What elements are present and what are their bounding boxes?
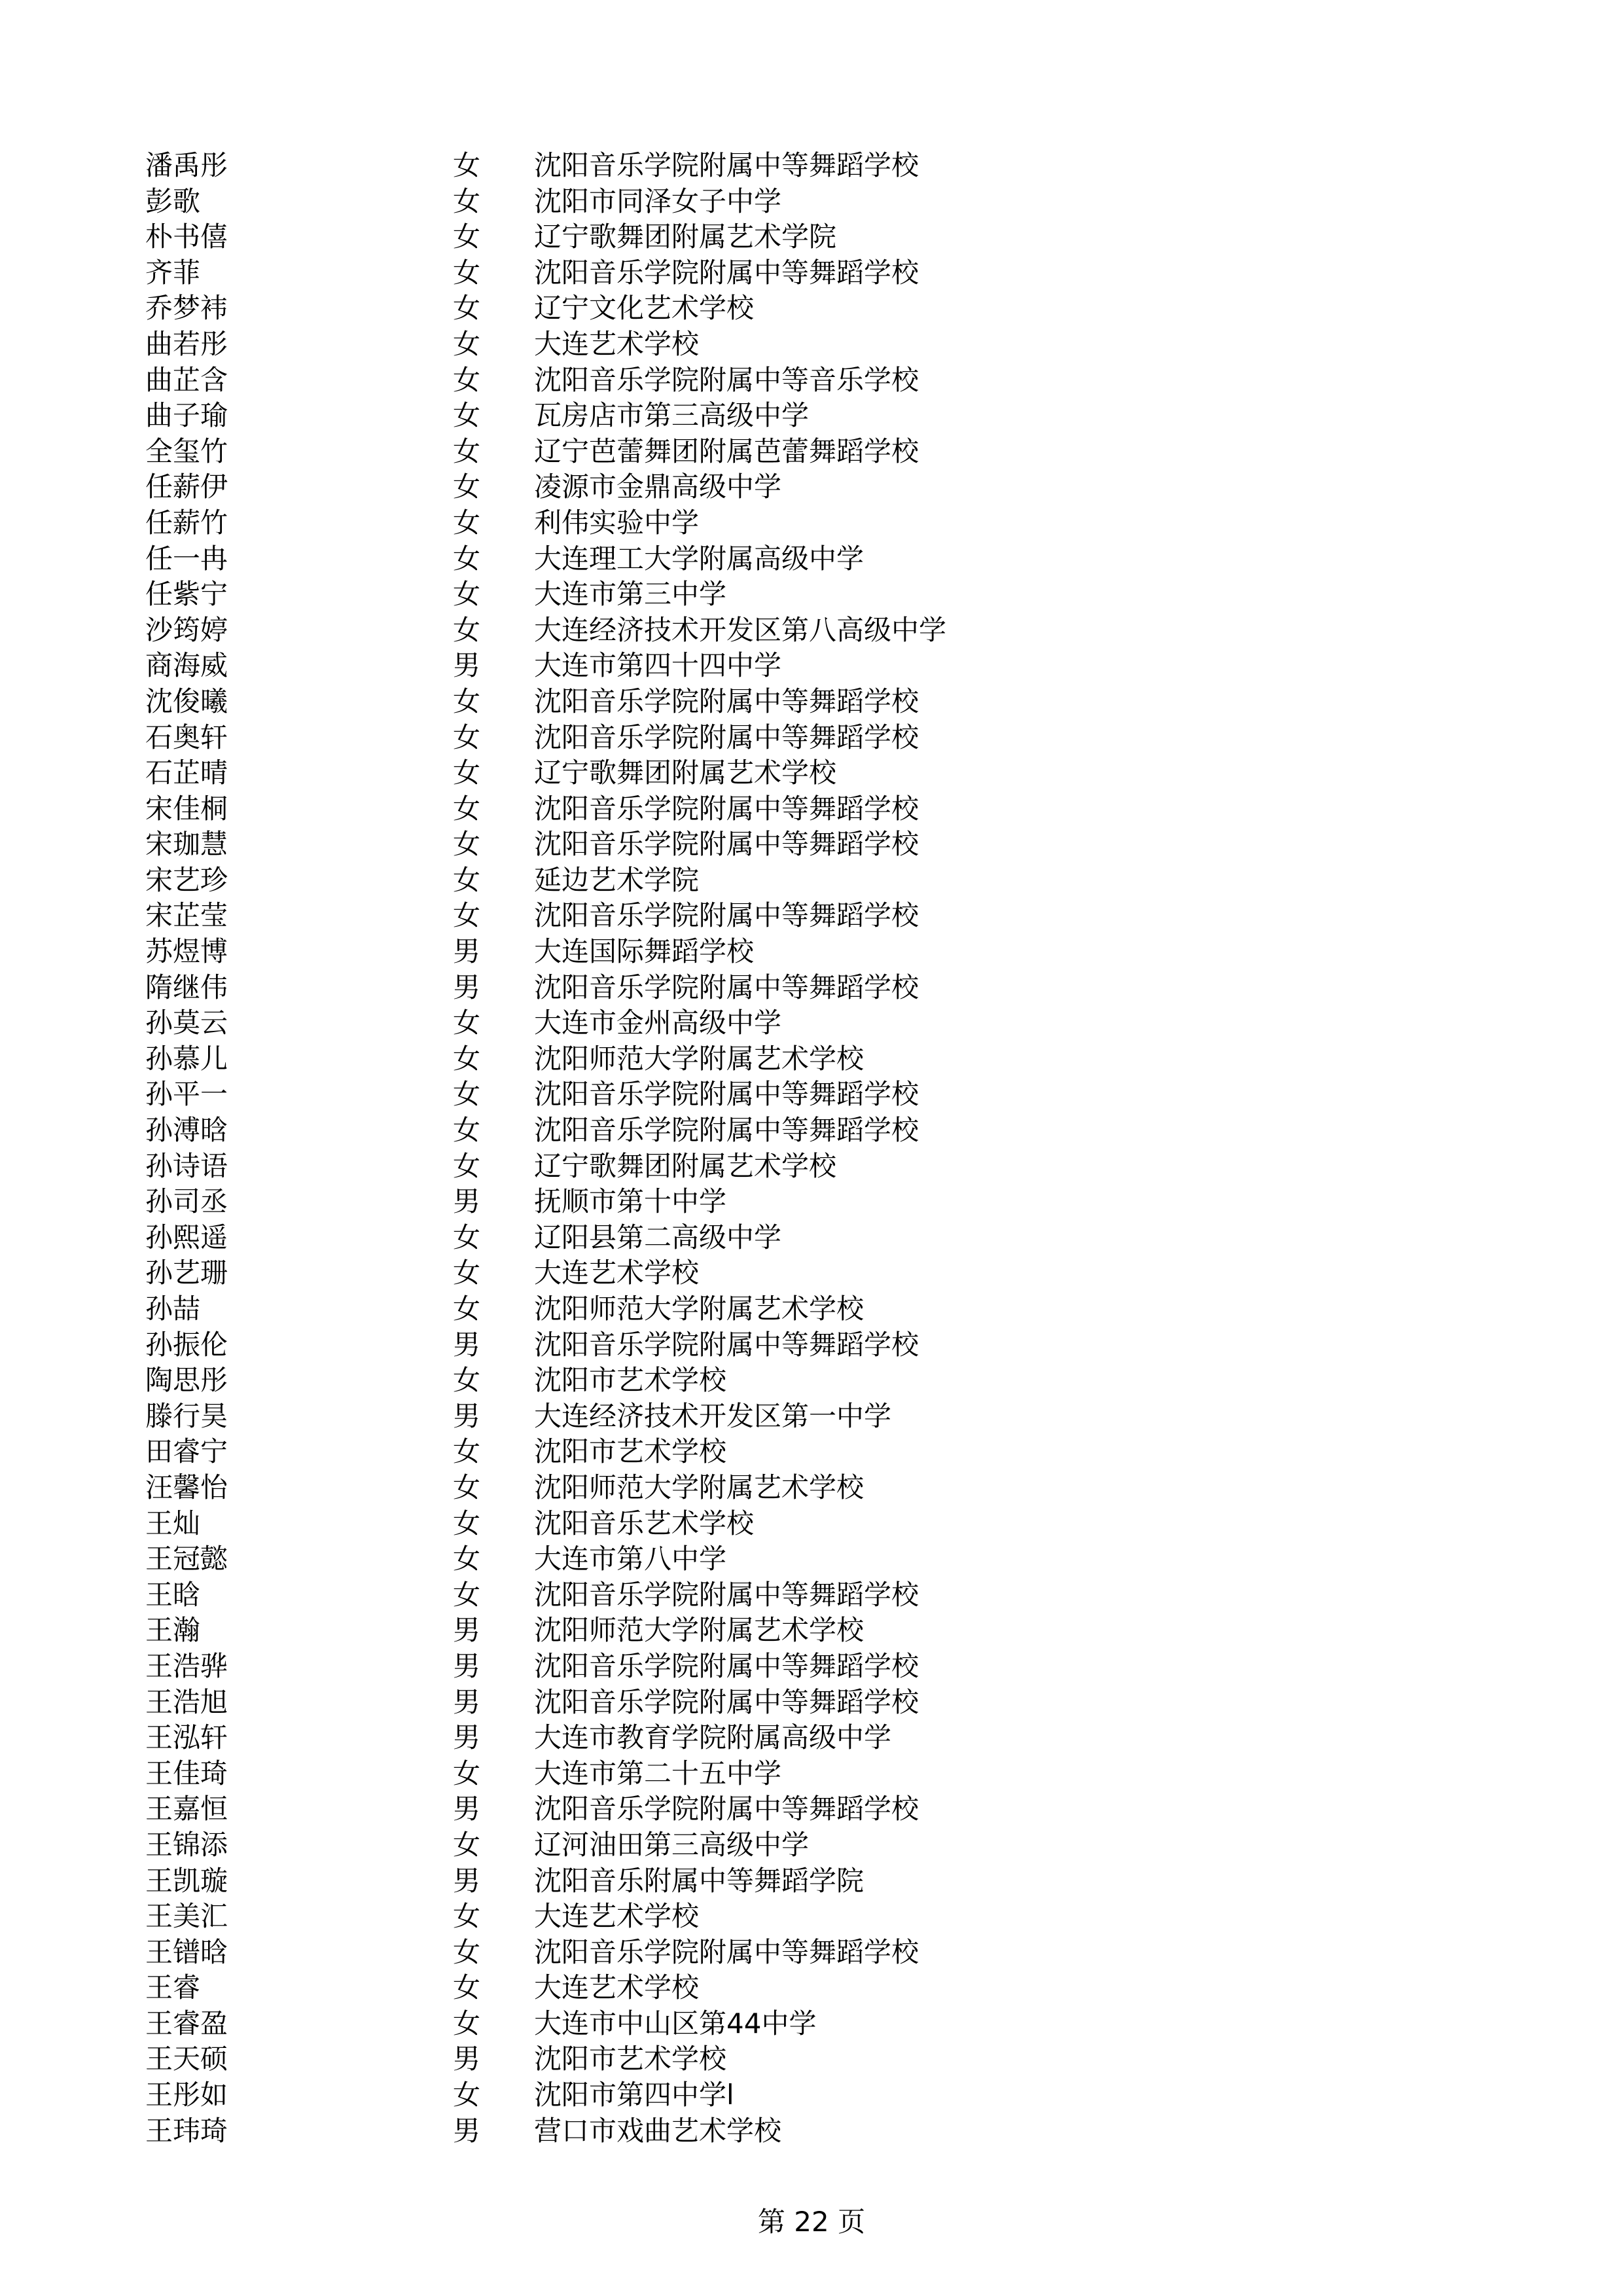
student-gender: 女: [453, 2007, 481, 2039]
table-row: [145, 1541, 1323, 1577]
student-school: 大连市第八中学: [534, 1543, 727, 1575]
student-school: 大连艺术学校: [534, 1257, 700, 1289]
student-gender: 女: [453, 1543, 481, 1575]
student-name: 田睿宁: [145, 1435, 228, 1468]
table-row: [145, 613, 1323, 649]
student-school: 沈阳音乐学院附属中等舞蹈学校: [534, 792, 919, 825]
student-gender: 女: [453, 1078, 481, 1111]
student-name: 潘禹彤: [145, 149, 228, 181]
student-school: 辽宁歌舞团附属艺术学院: [534, 221, 837, 253]
student-school: 沈阳音乐学院附属中等舞蹈学校: [534, 1793, 919, 1825]
table-row: [145, 1291, 1323, 1327]
student-gender: 女: [453, 506, 481, 539]
table-row: [145, 898, 1323, 934]
student-name: 王晗: [145, 1578, 201, 1611]
student-school: 沈阳音乐学院附属中等舞蹈学校: [534, 1114, 919, 1147]
student-name: 齐菲: [145, 256, 201, 289]
student-gender: 女: [453, 1971, 481, 2004]
student-school: 沈阳市第四中学l: [534, 2079, 734, 2111]
student-gender: 女: [453, 1293, 481, 1325]
table-row: [145, 363, 1323, 399]
student-name: 陶思彤: [145, 1364, 228, 1397]
student-name: 王泓轩: [145, 1721, 228, 1754]
table-row: [145, 1899, 1323, 1935]
student-school: 大连艺术学校: [534, 1900, 700, 1933]
table-row: [145, 1970, 1323, 2006]
student-school: 沈阳音乐学院附属中等舞蹈学校: [534, 256, 919, 289]
student-school: 沈阳音乐学院附属中等舞蹈学校: [534, 1685, 919, 1718]
table-row: [145, 541, 1323, 577]
student-name: 王凯璇: [145, 1864, 228, 1897]
table-row: [145, 1399, 1323, 1435]
table-row: [145, 398, 1323, 434]
student-school: 沈阳市艺术学校: [534, 2043, 727, 2075]
student-gender: 女: [453, 149, 481, 181]
student-name: 孙艺珊: [145, 1257, 228, 1289]
table-row: [145, 291, 1323, 327]
student-name: 王彤如: [145, 2079, 228, 2111]
student-name: 石芷晴: [145, 757, 228, 789]
table-row: [145, 1005, 1323, 1041]
student-school: 大连市中山区第44中学: [534, 2007, 817, 2039]
student-gender: 女: [453, 1435, 481, 1468]
student-school: 沈阳音乐学院附属中等舞蹈学校: [534, 971, 919, 1003]
student-name: 王浩旭: [145, 1685, 228, 1718]
student-school: 大连市教育学院附属高级中学: [534, 1721, 892, 1754]
student-school: 大连艺术学校: [534, 1971, 700, 2004]
student-gender: 男: [453, 1721, 481, 1754]
student-name: 全玺竹: [145, 435, 228, 467]
student-name: 宋芷莹: [145, 899, 228, 932]
student-name: 孙莫云: [145, 1007, 228, 1039]
table-row: [145, 577, 1323, 613]
table-row: [145, 2077, 1323, 2113]
table-row: [145, 1935, 1323, 1971]
student-name: 任紫宁: [145, 578, 228, 611]
student-gender: 女: [453, 863, 481, 896]
student-school: 利伟实验中学: [534, 506, 700, 539]
student-name: 王镨晗: [145, 1935, 228, 1968]
table-row: [145, 219, 1323, 255]
student-school: 辽河油田第三高级中学: [534, 1828, 810, 1861]
student-school: 沈阳音乐学院附属中等舞蹈学校: [534, 721, 919, 753]
student-gender: 男: [453, 935, 481, 968]
table-row: [145, 863, 1323, 899]
student-name: 王嘉恒: [145, 1793, 228, 1825]
student-school: 沈阳市艺术学校: [534, 1435, 727, 1468]
table-row: [145, 1863, 1323, 1899]
table-row: [145, 1470, 1323, 1506]
table-row: [145, 720, 1323, 756]
student-gender: 男: [453, 1649, 481, 1682]
student-school: 沈阳音乐学院附属中等舞蹈学校: [534, 1578, 919, 1611]
table-row: [145, 791, 1323, 827]
student-name: 彭歌: [145, 185, 201, 217]
student-school: 大连艺术学校: [534, 327, 700, 360]
student-gender: 男: [453, 1793, 481, 1825]
student-name: 王浩骅: [145, 1649, 228, 1682]
table-row: [145, 1434, 1323, 1470]
student-gender: 女: [453, 399, 481, 432]
table-row: [145, 1184, 1323, 1220]
student-school: 沈阳音乐学院附属中等舞蹈学校: [534, 149, 919, 181]
student-name: 孙慕儿: [145, 1042, 228, 1075]
table-row: [145, 934, 1323, 970]
student-school: 沈阳音乐学院附属中等舞蹈学校: [534, 828, 919, 861]
student-school: 沈阳音乐学院附属中等舞蹈学校: [534, 1649, 919, 1682]
student-gender: 男: [453, 1399, 481, 1432]
student-name: 孙溥晗: [145, 1114, 228, 1147]
student-gender: 女: [453, 221, 481, 253]
student-school: 沈阳师范大学附属艺术学校: [534, 1471, 865, 1503]
student-name: 宋珈慧: [145, 828, 228, 861]
page-number: 第 22 页: [757, 2206, 866, 2238]
table-row: [145, 1220, 1323, 1256]
student-name: 沈俊曦: [145, 685, 228, 717]
student-gender: 女: [453, 1007, 481, 1039]
student-school: 沈阳师范大学附属艺术学校: [534, 1293, 865, 1325]
student-gender: 女: [453, 2079, 481, 2111]
student-name: 王瀚: [145, 1614, 201, 1647]
student-school: 大连经济技术开发区第八高级中学: [534, 613, 947, 646]
student-school: 大连市金州高级中学: [534, 1007, 782, 1039]
student-name: 滕行昊: [145, 1399, 228, 1432]
student-school: 沈阳音乐学院附属中等舞蹈学校: [534, 1328, 919, 1361]
student-gender: 女: [453, 1900, 481, 1933]
table-row: [145, 2041, 1323, 2077]
table-row: [145, 1255, 1323, 1291]
table-row: [145, 1756, 1323, 1792]
table-row: [145, 184, 1323, 220]
student-name: 宋佳桐: [145, 792, 228, 825]
student-name: 王天硕: [145, 2043, 228, 2075]
student-gender: 女: [453, 1364, 481, 1397]
student-gender: 女: [453, 828, 481, 861]
table-row: [145, 1577, 1323, 1613]
student-name: 曲子瑜: [145, 399, 228, 432]
student-name: 王佳琦: [145, 1757, 228, 1789]
student-school: 大连经济技术开发区第一中学: [534, 1399, 892, 1432]
student-school: 凌源市金鼎高级中学: [534, 471, 782, 503]
table-row: [145, 2113, 1323, 2149]
student-name: 石奥轩: [145, 721, 228, 753]
student-school: 沈阳师范大学附属艺术学校: [534, 1042, 865, 1075]
student-name: 王美汇: [145, 1900, 228, 1933]
student-name: 宋艺珍: [145, 863, 228, 896]
student-name: 王睿: [145, 1971, 201, 2004]
student-name: 任薪伊: [145, 471, 228, 503]
student-gender: 女: [453, 1042, 481, 1075]
student-school: 辽宁歌舞团附属艺术学校: [534, 1149, 837, 1182]
student-name: 孙司丞: [145, 1185, 228, 1218]
student-school: 沈阳师范大学附属艺术学校: [534, 1614, 865, 1647]
student-name: 曲芷含: [145, 363, 228, 396]
student-name: 孙平一: [145, 1078, 228, 1111]
table-row: [145, 327, 1323, 363]
student-gender: 女: [453, 1471, 481, 1503]
student-name: 王锦添: [145, 1828, 228, 1861]
table-row: [145, 1685, 1323, 1721]
student-gender: 女: [453, 363, 481, 396]
table-row: [145, 1149, 1323, 1185]
student-school: 延边艺术学院: [534, 863, 700, 896]
student-gender: 女: [453, 542, 481, 575]
student-school: 沈阳音乐学院附属中等舞蹈学校: [534, 1078, 919, 1111]
student-gender: 女: [453, 1221, 481, 1253]
table-row: [145, 648, 1323, 684]
student-school: 沈阳音乐学院附属中等舞蹈学校: [534, 685, 919, 717]
table-row: [145, 505, 1323, 541]
student-gender: 男: [453, 1685, 481, 1718]
student-gender: 女: [453, 613, 481, 646]
student-name: 王灿: [145, 1507, 201, 1539]
student-name: 任一冉: [145, 542, 228, 575]
student-school: 营口市戏曲艺术学校: [534, 2114, 782, 2147]
student-gender: 女: [453, 256, 481, 289]
student-name: 沙筠婷: [145, 613, 228, 646]
student-school: 大连理工大学附属高级中学: [534, 542, 865, 575]
student-gender: 女: [453, 1257, 481, 1289]
student-school: 沈阳音乐学院附属中等舞蹈学校: [534, 1935, 919, 1968]
student-name: 朴书僖: [145, 221, 228, 253]
student-gender: 男: [453, 1328, 481, 1361]
table-row: [145, 1827, 1323, 1863]
table-row: [145, 469, 1323, 505]
table-row: [145, 1506, 1323, 1542]
student-gender: 女: [453, 1757, 481, 1789]
table-row: [145, 1649, 1323, 1685]
table-row: [145, 1327, 1323, 1363]
student-school: 沈阳市艺术学校: [534, 1364, 727, 1397]
table-row: [145, 255, 1323, 291]
table-row: [145, 1613, 1323, 1649]
student-gender: 男: [453, 2043, 481, 2075]
student-gender: 女: [453, 1578, 481, 1611]
student-gender: 女: [453, 435, 481, 467]
student-name: 王玮琦: [145, 2114, 228, 2147]
table-row: [145, 827, 1323, 863]
student-name: 孙诗语: [145, 1149, 228, 1182]
table-row: [145, 2006, 1323, 2042]
student-gender: 女: [453, 899, 481, 932]
student-name: 孙喆: [145, 1293, 201, 1325]
table-row: [145, 1720, 1323, 1756]
student-gender: 男: [453, 1614, 481, 1647]
student-name: 王冠懿: [145, 1543, 228, 1575]
table-row: [145, 684, 1323, 720]
table-row: [145, 970, 1323, 1006]
student-school: 辽宁芭蕾舞团附属芭蕾舞蹈学校: [534, 435, 919, 467]
student-school: 瓦房店市第三高级中学: [534, 399, 810, 432]
student-gender: 女: [453, 185, 481, 217]
student-name: 汪馨怡: [145, 1471, 228, 1503]
student-name: 孙熙遥: [145, 1221, 228, 1253]
student-gender: 女: [453, 471, 481, 503]
table-row: [145, 755, 1323, 791]
student-gender: 女: [453, 792, 481, 825]
student-name: 乔梦袆: [145, 292, 228, 325]
student-gender: 女: [453, 1149, 481, 1182]
student-school: 辽宁文化艺术学校: [534, 292, 755, 325]
table-row: [145, 148, 1323, 184]
student-gender: 女: [453, 1507, 481, 1539]
table-row: [145, 1077, 1323, 1113]
student-name: 商海威: [145, 649, 228, 682]
student-name: 隋继伟: [145, 971, 228, 1003]
student-school: 大连市第二十五中学: [534, 1757, 782, 1789]
student-gender: 女: [453, 721, 481, 753]
student-gender: 男: [453, 2114, 481, 2147]
student-school: 沈阳市同泽女子中学: [534, 185, 782, 217]
student-school: 沈阳音乐附属中等舞蹈学院: [534, 1864, 865, 1897]
roster-table: [145, 148, 1323, 2149]
student-school: 沈阳音乐学院附属中等音乐学校: [534, 363, 919, 396]
student-gender: 男: [453, 1864, 481, 1897]
table-row: [145, 1363, 1323, 1399]
table-row: [145, 1791, 1323, 1827]
student-gender: 女: [453, 327, 481, 360]
student-gender: 男: [453, 971, 481, 1003]
student-name: 苏煜博: [145, 935, 228, 968]
student-school: 大连市第四十四中学: [534, 649, 782, 682]
student-name: 任薪竹: [145, 506, 228, 539]
student-gender: 女: [453, 685, 481, 717]
student-school: 抚顺市第十中学: [534, 1185, 727, 1218]
student-gender: 女: [453, 578, 481, 611]
student-school: 辽阳县第二高级中学: [534, 1221, 782, 1253]
student-gender: 男: [453, 1185, 481, 1218]
table-row: [145, 1113, 1323, 1149]
student-name: 曲若彤: [145, 327, 228, 360]
student-name: 王睿盈: [145, 2007, 228, 2039]
student-name: 孙振伦: [145, 1328, 228, 1361]
student-gender: 女: [453, 292, 481, 325]
student-school: 辽宁歌舞团附属艺术学校: [534, 757, 837, 789]
table-row: [145, 1041, 1323, 1077]
student-school: 大连市第三中学: [534, 578, 727, 611]
student-school: 沈阳音乐学院附属中等舞蹈学校: [534, 899, 919, 932]
student-gender: 男: [453, 649, 481, 682]
student-gender: 女: [453, 1114, 481, 1147]
student-gender: 女: [453, 1828, 481, 1861]
student-gender: 女: [453, 1935, 481, 1968]
student-school: 沈阳音乐艺术学校: [534, 1507, 755, 1539]
student-gender: 女: [453, 757, 481, 789]
table-row: [145, 434, 1323, 470]
student-school: 大连国际舞蹈学校: [534, 935, 755, 968]
